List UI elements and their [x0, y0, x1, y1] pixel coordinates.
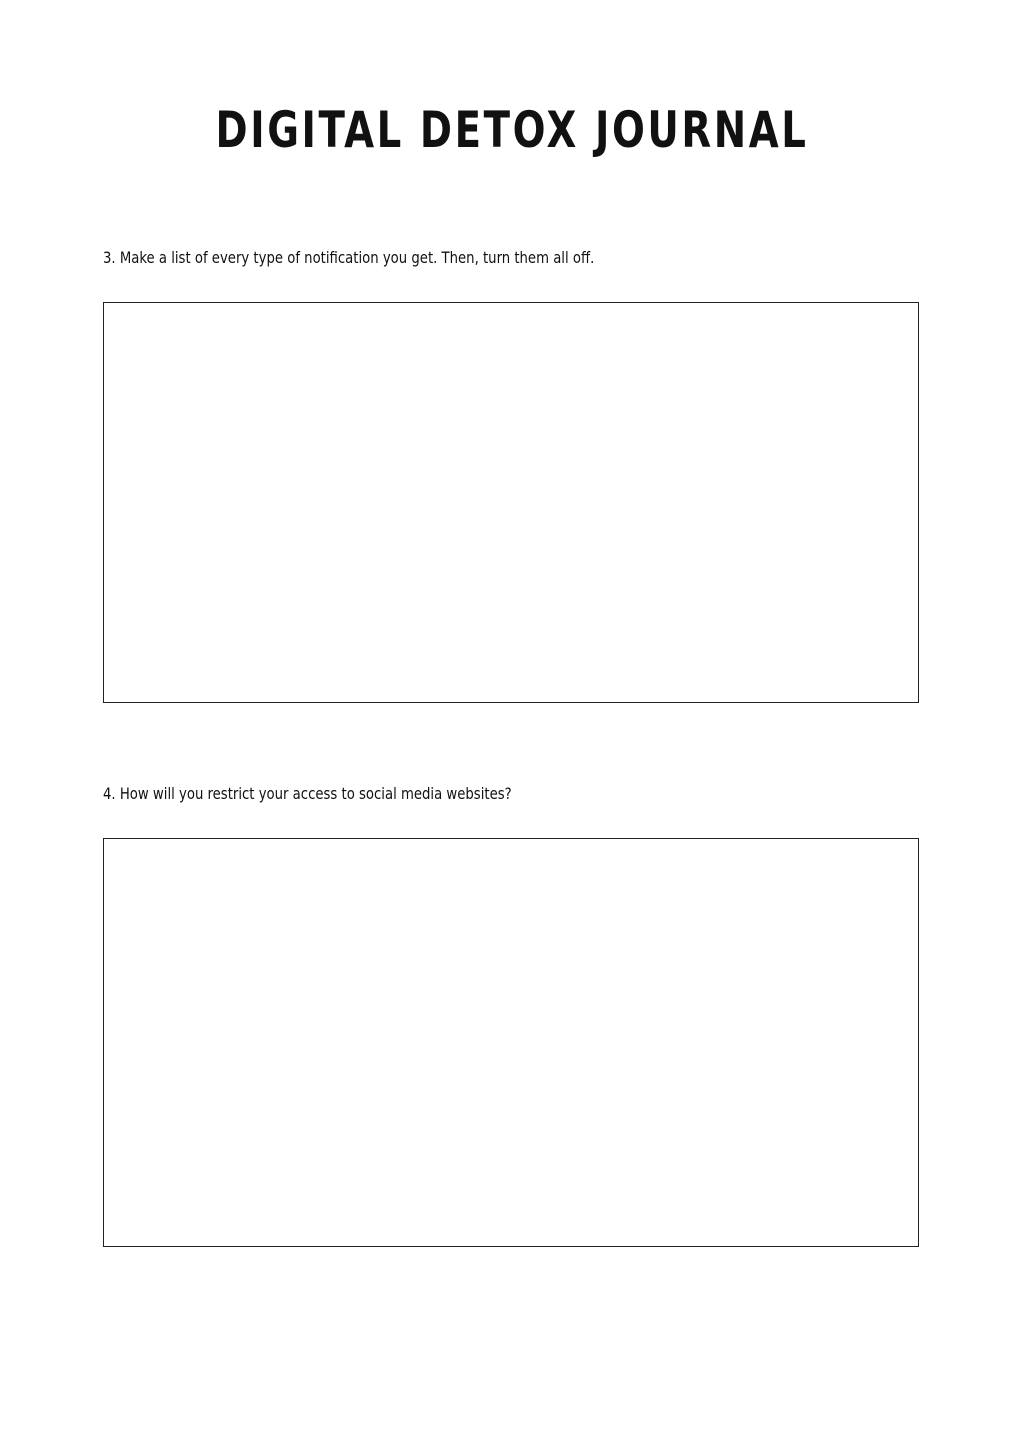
- answer-box-social-media[interactable]: [103, 838, 919, 1247]
- answer-box-notifications[interactable]: [103, 302, 919, 703]
- page-title: DIGITAL DETOX JOURNAL: [215, 101, 809, 159]
- prompt-social-media: 4. How will you restrict your access to social media websites?: [103, 784, 512, 803]
- prompt-notifications: 3. Make a list of every type of notification you get. Then, turn them all off.: [103, 248, 595, 267]
